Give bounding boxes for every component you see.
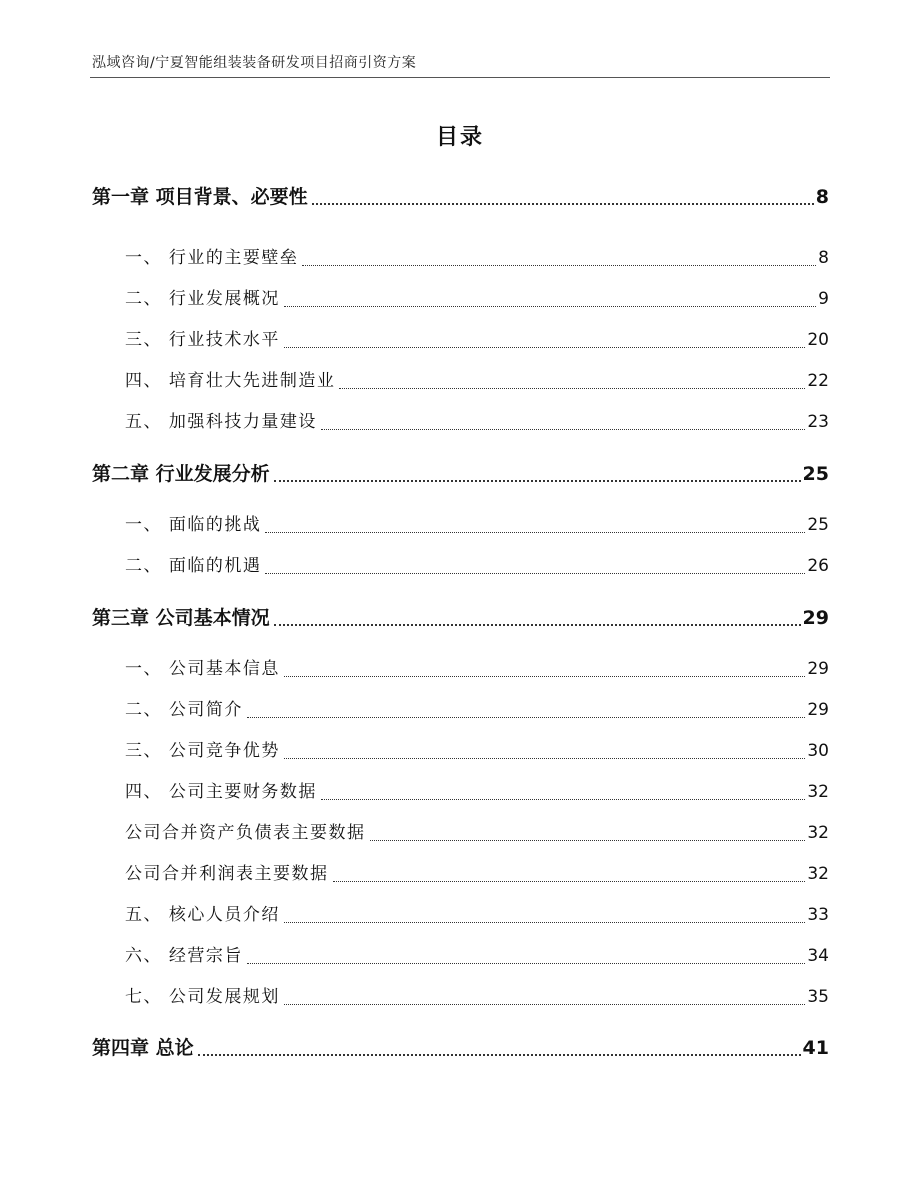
toc-entry[interactable] (92, 284, 829, 314)
toc-entry-label: 一、 行业的主要壁垒 (125, 248, 299, 268)
toc-leader (247, 963, 805, 964)
toc-entry-label: 公司合并利润表主要数据 (125, 864, 329, 884)
toc-entry-page: 30 (807, 741, 829, 761)
header-rule (90, 77, 830, 78)
toc-leader (274, 480, 801, 482)
toc-leader (265, 532, 805, 533)
toc-entry[interactable] (92, 736, 829, 766)
toc-entry-page: 35 (807, 987, 829, 1007)
toc-entry[interactable] (92, 695, 829, 725)
toc-entry-label: 第一章 项目背景、必要性 (92, 186, 308, 208)
toc-entry-page: 25 (807, 515, 829, 535)
toc-entry-page: 23 (807, 412, 829, 432)
toc-entry-page: 26 (807, 556, 829, 576)
toc-entry-label: 七、 公司发展规划 (125, 987, 280, 1007)
toc-leader (274, 624, 801, 626)
toc-entry-label: 二、 行业发展概况 (125, 289, 280, 309)
toc-entry-label: 二、 公司简介 (125, 700, 243, 720)
toc-entry-page: 34 (807, 946, 829, 966)
toc-entry-label: 三、 行业技术水平 (125, 330, 280, 350)
toc-leader (198, 1054, 801, 1056)
toc-entry-page: 41 (802, 1037, 829, 1059)
toc-entry-label: 公司合并资产负债表主要数据 (125, 823, 366, 843)
toc-entry-label: 五、 核心人员介绍 (125, 905, 280, 925)
toc-leader (321, 429, 805, 430)
toc-leader (284, 347, 805, 348)
toc-entry[interactable] (92, 459, 829, 489)
toc-entry-label: 一、 公司基本信息 (125, 659, 280, 679)
toc-entry[interactable] (92, 818, 829, 848)
toc-entry[interactable] (92, 1033, 829, 1063)
toc-entry-label: 四、 公司主要财务数据 (125, 782, 317, 802)
toc-entry-page: 8 (815, 186, 829, 208)
toc-entry-page: 32 (807, 823, 829, 843)
toc-leader (302, 265, 816, 266)
toc-entry-label: 一、 面临的挑战 (125, 515, 262, 535)
toc-entry[interactable] (92, 182, 829, 212)
toc-leader (284, 676, 805, 677)
toc-entry-label: 第二章 行业发展分析 (92, 463, 270, 485)
toc-entry-page: 8 (818, 248, 829, 268)
toc-entry[interactable] (92, 777, 829, 807)
toc-leader (321, 799, 805, 800)
toc-leader (265, 573, 805, 574)
toc-entry-page: 9 (818, 289, 829, 309)
toc-leader (284, 1004, 805, 1005)
toc-leader (284, 758, 805, 759)
toc-entry[interactable] (92, 407, 829, 437)
toc-entry-page: 29 (807, 700, 829, 720)
toc-leader (370, 840, 806, 841)
toc-entry[interactable] (92, 900, 829, 930)
toc-entry-label: 五、 加强科技力量建设 (125, 412, 317, 432)
toc-entry[interactable] (92, 941, 829, 971)
toc-entry[interactable] (92, 654, 829, 684)
toc-entry-label: 三、 公司竞争优势 (125, 741, 280, 761)
toc-entry-label: 六、 经营宗旨 (125, 946, 243, 966)
toc-entry[interactable] (92, 325, 829, 355)
toc-entry-label: 第四章 总论 (92, 1037, 194, 1059)
toc-entry-page: 22 (807, 371, 829, 391)
page-title: 目录 (435, 125, 484, 150)
toc-leader (284, 922, 805, 923)
toc-leader (339, 388, 805, 389)
toc-entry-page: 20 (807, 330, 829, 350)
toc-leader (284, 306, 816, 307)
toc-leader (247, 717, 805, 718)
toc-entry-page: 32 (807, 864, 829, 884)
toc-leader (333, 881, 806, 882)
toc-entry[interactable] (92, 859, 829, 889)
toc-entry[interactable] (92, 243, 829, 273)
toc-entry-page: 29 (802, 607, 829, 629)
toc-entry-page: 32 (807, 782, 829, 802)
toc-entry-page: 25 (802, 463, 829, 485)
toc-entry-page: 33 (807, 905, 829, 925)
toc-entry[interactable] (92, 551, 829, 581)
toc-entry-page: 29 (807, 659, 829, 679)
toc-entry[interactable] (92, 510, 829, 540)
toc-entry[interactable] (92, 982, 829, 1012)
toc-leader (312, 203, 814, 205)
toc-entry-label: 第三章 公司基本情况 (92, 607, 270, 629)
toc-entry-label: 二、 面临的机遇 (125, 556, 262, 576)
toc-entry[interactable] (92, 603, 829, 633)
running-header: 泓域咨询/宁夏智能组装装备研发项目招商引资方案 (92, 55, 417, 71)
toc-entry-label: 四、 培育壮大先进制造业 (125, 371, 336, 391)
toc-entry[interactable] (92, 366, 829, 396)
